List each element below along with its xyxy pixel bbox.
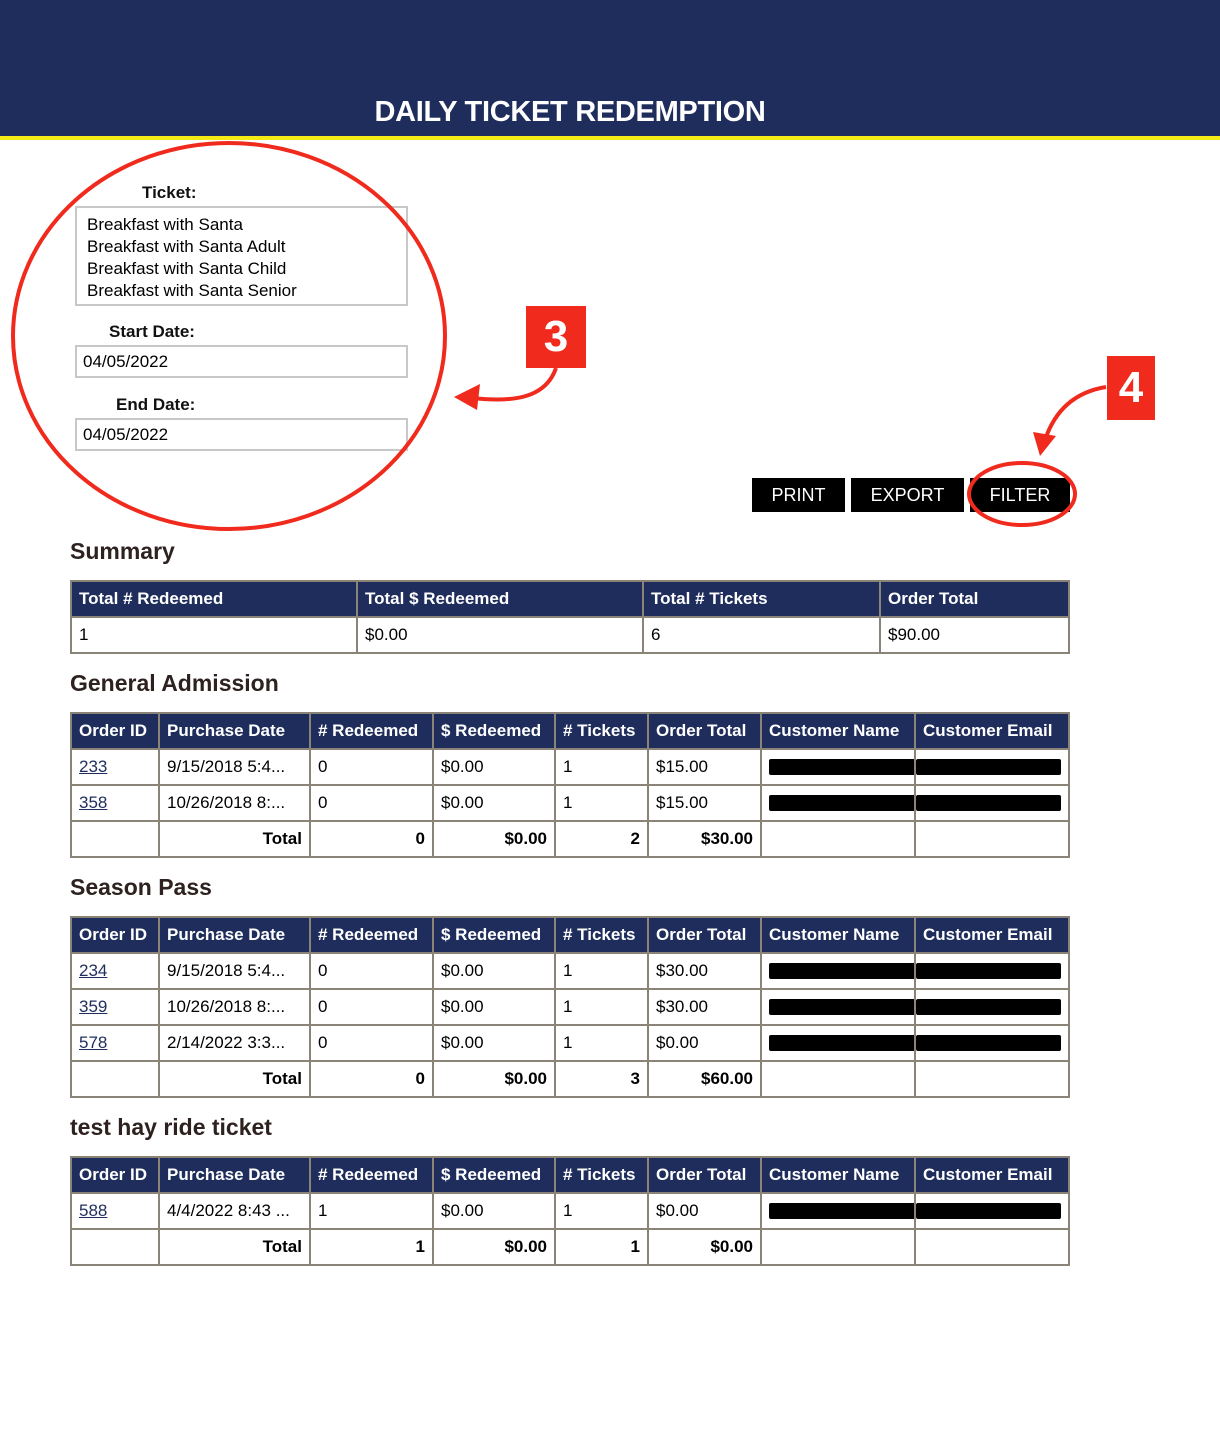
- redeemed-cell: 0: [310, 989, 433, 1025]
- page-header: [0, 0, 1220, 140]
- redeemed-cell: 0: [310, 749, 433, 785]
- order-id-link[interactable]: 358: [79, 793, 108, 812]
- customer-name-cell: [761, 953, 915, 989]
- empty-cell: [761, 1061, 915, 1097]
- customer-email-cell: [915, 1193, 1069, 1229]
- column-header: Purchase Date: [159, 917, 310, 953]
- tickets-cell: 1: [555, 989, 648, 1025]
- column-header: Total # Tickets: [643, 581, 880, 617]
- tickets-cell: 1: [555, 785, 648, 821]
- empty-cell: [915, 1061, 1069, 1097]
- order-id-link[interactable]: 233: [79, 757, 108, 776]
- redeemed-amt-cell: $0.00: [433, 953, 555, 989]
- redeemed-amt-cell: $0.00: [433, 785, 555, 821]
- order-id-link[interactable]: 588: [79, 1201, 108, 1220]
- table-header-row: [71, 917, 1069, 953]
- order-total-cell: $30.00: [648, 989, 761, 1025]
- redacted-customer-name: [769, 1203, 916, 1219]
- column-header: Customer Name: [761, 713, 915, 749]
- total-tickets: 3: [555, 1061, 648, 1097]
- total-tickets: 1: [555, 1229, 648, 1265]
- section-title: test hay ride ticket: [70, 1114, 272, 1140]
- redacted-customer-email: [916, 759, 1061, 775]
- column-header: Customer Email: [915, 713, 1069, 749]
- purchase-date-cell: 9/15/2018 5:4...: [159, 953, 310, 989]
- column-header: Order ID: [71, 1157, 159, 1193]
- total-redeemed-amt: $0.00: [433, 1061, 555, 1097]
- step-4-badge: 4: [1107, 356, 1155, 420]
- customer-email-cell: [915, 785, 1069, 821]
- order-total-cell: $15.00: [648, 749, 761, 785]
- redeemed-cell: 0: [310, 785, 433, 821]
- column-header: # Redeemed: [310, 917, 433, 953]
- purchase-date-cell: 4/4/2022 8:43 ...: [159, 1193, 310, 1229]
- purchase-date-cell: 10/26/2018 8:...: [159, 785, 310, 821]
- arrow-4-curve: [1045, 387, 1106, 440]
- total-tickets-value: 6: [643, 617, 880, 653]
- customer-name-cell: [761, 749, 915, 785]
- redeemed-cell: 1: [310, 1193, 433, 1229]
- column-header: # Tickets: [555, 1157, 648, 1193]
- redacted-customer-name: [769, 963, 916, 979]
- customer-email-cell: [915, 953, 1069, 989]
- order-id-cell: [71, 1193, 159, 1229]
- redacted-customer-email: [916, 795, 1061, 811]
- ticket-option[interactable]: Breakfast with Santa Adult: [87, 237, 286, 256]
- totals-row: [71, 1061, 1069, 1097]
- arrow-3-curve: [472, 368, 556, 400]
- table-row: [71, 785, 1069, 821]
- column-header: Customer Email: [915, 1157, 1069, 1193]
- order-total-cell: $15.00: [648, 785, 761, 821]
- customer-name-cell: [761, 1193, 915, 1229]
- total-redeemed-amt: $0.00: [433, 821, 555, 857]
- purchase-date-cell: 9/15/2018 5:4...: [159, 749, 310, 785]
- tickets-cell: 1: [555, 1193, 648, 1229]
- total-label: Total: [159, 1061, 310, 1097]
- tickets-cell: 1: [555, 749, 648, 785]
- redeemed-amt-cell: $0.00: [433, 989, 555, 1025]
- total-order-total: $0.00: [648, 1229, 761, 1265]
- section-title: Season Pass: [70, 874, 212, 900]
- ticket-select-list[interactable]: [75, 206, 408, 306]
- redeemed-amt-cell: $0.00: [433, 749, 555, 785]
- column-header: Order ID: [71, 917, 159, 953]
- total-label: Total: [159, 1229, 310, 1265]
- section-title: General Admission: [70, 670, 279, 696]
- column-header: Order Total: [880, 581, 1069, 617]
- highlight-circle-filters: [13, 143, 445, 529]
- total-tickets: 2: [555, 821, 648, 857]
- column-header: Order Total: [648, 1157, 761, 1193]
- column-header: Customer Email: [915, 917, 1069, 953]
- order-id-cell: [71, 953, 159, 989]
- redacted-customer-name: [769, 999, 916, 1015]
- order-id-link[interactable]: 578: [79, 1033, 108, 1052]
- column-header: # Redeemed: [310, 1157, 433, 1193]
- column-header: Total # Redeemed: [71, 581, 357, 617]
- order-total-cell: $0.00: [648, 1193, 761, 1229]
- column-header: $ Redeemed: [433, 917, 555, 953]
- empty-cell: [915, 1229, 1069, 1265]
- empty-cell: [71, 1061, 159, 1097]
- total-redeemed: 0: [310, 1061, 433, 1097]
- ticket-label: Ticket:: [142, 183, 197, 202]
- column-header: Customer Name: [761, 1157, 915, 1193]
- column-header: $ Redeemed: [433, 1157, 555, 1193]
- totals-row: [71, 1229, 1069, 1265]
- redacted-customer-name: [769, 1035, 916, 1051]
- column-header: Order Total: [648, 713, 761, 749]
- filter-button[interactable]: FILTER: [970, 478, 1070, 512]
- end-date-input[interactable]: [75, 418, 408, 451]
- export-button[interactable]: EXPORT: [851, 478, 964, 512]
- ticket-option[interactable]: Breakfast with Santa Senior: [87, 281, 297, 300]
- redacted-customer-name: [769, 795, 916, 811]
- table-header-row: [71, 713, 1069, 749]
- redacted-customer-email: [916, 963, 1061, 979]
- redeemed-amt-cell: $0.00: [433, 1193, 555, 1229]
- redacted-customer-email: [916, 999, 1061, 1015]
- tickets-cell: 1: [555, 953, 648, 989]
- customer-email-cell: [915, 749, 1069, 785]
- customer-email-cell: [915, 989, 1069, 1025]
- order-id-link[interactable]: 234: [79, 961, 108, 980]
- empty-cell: [761, 821, 915, 857]
- column-header: Purchase Date: [159, 713, 310, 749]
- start-date-input[interactable]: [75, 345, 408, 378]
- arrow-3-head: [454, 384, 480, 410]
- order-total-cell: $30.00: [648, 953, 761, 989]
- column-header: Order Total: [648, 917, 761, 953]
- ticket-option[interactable]: Breakfast with Santa: [87, 215, 243, 234]
- summary-table: [70, 580, 1070, 654]
- redeemed-amt-cell: $0.00: [433, 1025, 555, 1061]
- redacted-customer-email: [916, 1203, 1061, 1219]
- total-label: Total: [159, 821, 310, 857]
- empty-cell: [71, 821, 159, 857]
- table-row: [71, 1025, 1069, 1061]
- column-header: # Tickets: [555, 917, 648, 953]
- table-row: [71, 953, 1069, 989]
- step-3-badge: 3: [526, 306, 586, 368]
- table-header-row: [71, 1157, 1069, 1193]
- customer-name-cell: [761, 989, 915, 1025]
- section-table: [70, 712, 1070, 858]
- total-order-total: $60.00: [648, 1061, 761, 1097]
- arrow-4-head: [1033, 432, 1056, 456]
- table-row: [71, 989, 1069, 1025]
- section-table: [70, 916, 1070, 1098]
- customer-name-cell: [761, 1025, 915, 1061]
- order-id-cell: [71, 749, 159, 785]
- section-table: [70, 1156, 1070, 1266]
- empty-cell: [761, 1229, 915, 1265]
- ticket-option[interactable]: Breakfast with Santa Child: [87, 259, 287, 278]
- order-total-cell: $0.00: [648, 1025, 761, 1061]
- summary-title: Summary: [70, 538, 175, 564]
- customer-name-cell: [761, 785, 915, 821]
- total-order-total: $30.00: [648, 821, 761, 857]
- purchase-date-cell: 10/26/2018 8:...: [159, 989, 310, 1025]
- redeemed-cell: 0: [310, 1025, 433, 1061]
- column-header: # Tickets: [555, 713, 648, 749]
- order-total-value: $90.00: [880, 617, 1069, 653]
- end-date-label: End Date:: [116, 395, 196, 414]
- order-id-cell: [71, 785, 159, 821]
- column-header: Total $ Redeemed: [357, 581, 643, 617]
- empty-cell: [915, 821, 1069, 857]
- tickets-cell: 1: [555, 1025, 648, 1061]
- empty-cell: [71, 1229, 159, 1265]
- column-header: $ Redeemed: [433, 713, 555, 749]
- column-header: Customer Name: [761, 917, 915, 953]
- start-date-label: Start Date:: [109, 322, 195, 341]
- total-redeemed-amount-value: $0.00: [357, 617, 643, 653]
- column-header: Order ID: [71, 713, 159, 749]
- total-redeemed-amt: $0.00: [433, 1229, 555, 1265]
- page-title: DAILY TICKET REDEMPTION: [374, 96, 766, 128]
- redacted-customer-name: [769, 759, 916, 775]
- column-header: # Redeemed: [310, 713, 433, 749]
- column-header: Purchase Date: [159, 1157, 310, 1193]
- total-redeemed: 0: [310, 821, 433, 857]
- table-row: [71, 749, 1069, 785]
- summary-header-row: [71, 581, 1069, 617]
- print-button[interactable]: PRINT: [752, 478, 845, 512]
- total-redeemed: 1: [310, 1229, 433, 1265]
- total-redeemed-value: 1: [71, 617, 357, 653]
- redeemed-cell: 0: [310, 953, 433, 989]
- order-id-link[interactable]: 359: [79, 997, 108, 1016]
- customer-email-cell: [915, 1025, 1069, 1061]
- table-row: [71, 1193, 1069, 1229]
- totals-row: [71, 821, 1069, 857]
- purchase-date-cell: 2/14/2022 3:3...: [159, 1025, 310, 1061]
- summary-row: [71, 617, 1069, 653]
- order-id-cell: [71, 989, 159, 1025]
- order-id-cell: [71, 1025, 159, 1061]
- redacted-customer-email: [916, 1035, 1061, 1051]
